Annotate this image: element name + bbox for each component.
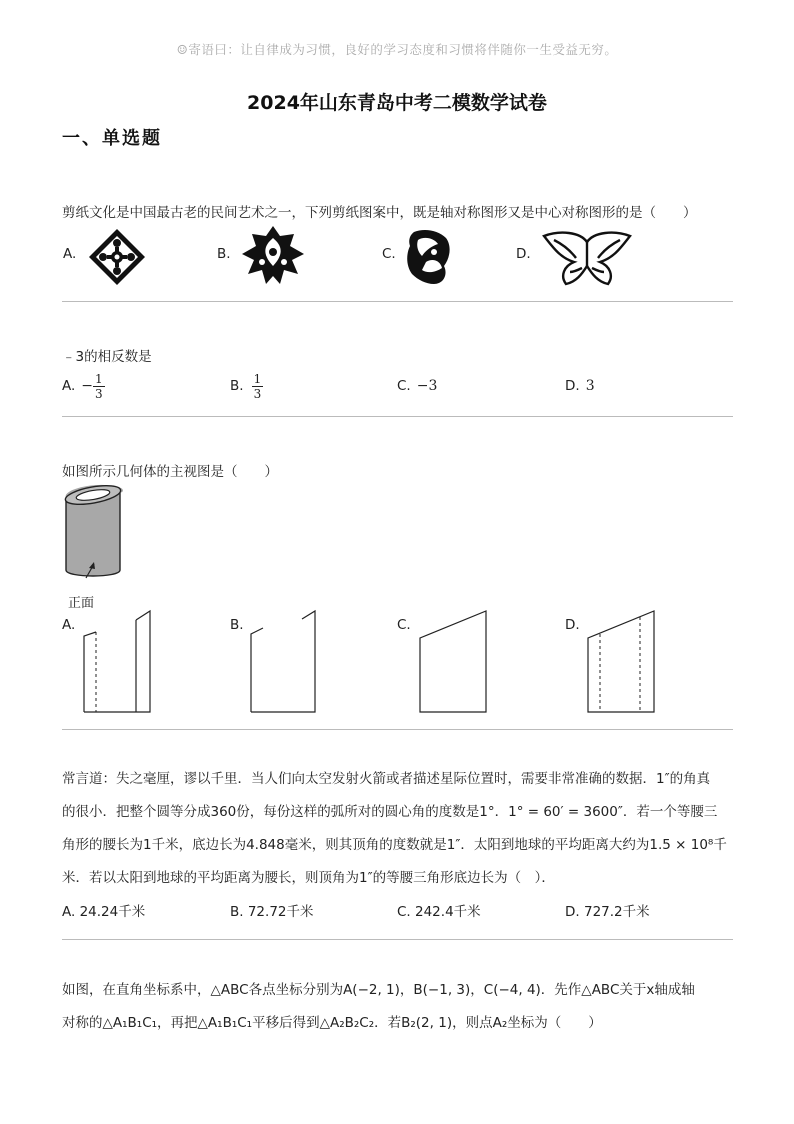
papercut-c-image [404, 228, 452, 286]
q4-stem-line: 角形的腰长为1千米，底边长为4.848毫米，则其顶角的度数就是1″．太阳到地球的平均距离大约为1.5 × 10⁸千 [62, 837, 727, 853]
q2-option-b-label: B. [230, 378, 244, 394]
q3-stem: 如图所示几何体的主视图是（ ） [62, 464, 278, 480]
q3-option-c-diagram [418, 608, 488, 714]
fraction-numerator: 1 [95, 371, 103, 386]
section-heading: 一、单选题 [62, 128, 162, 149]
fraction-denominator: 3 [95, 386, 103, 401]
q5-stem [62, 974, 738, 1040]
q2-option-a [62, 369, 105, 403]
fraction-numerator: 1 [253, 371, 262, 386]
q4-option-d: D. 727.2千米 [565, 904, 650, 920]
q1-stem: 剪纸文化是中国最古老的民间艺术之一，下列剪纸图案中，既是轴对称图形又是中心对称图形的是（ ） [62, 205, 697, 221]
q2-option-b-fraction [252, 372, 264, 401]
q2-option-c-label: C. [397, 378, 411, 394]
q3-option-b-label: B. [230, 617, 244, 633]
q4-stem-line: 的很小．把整个圆等分成360份，每份这样的弧所对的圆心角的度数是1°．1° = 60′ = 3600″．若一个等腰三 [62, 804, 718, 820]
q3-option-a-label: A. [62, 617, 76, 633]
papercut-a-image [88, 228, 146, 286]
page-title: 2024年山东青岛中考二模数学试卷 [247, 92, 547, 114]
q1-option-c-label: C. [382, 246, 396, 262]
q4-stem-line: 常言道：失之毫厘，谬以千里．当人们向太空发射火箭或者描述星际位置时，需要非常准确的数据．1″的角真 [62, 771, 711, 787]
q3-option-d-label: D. [565, 617, 580, 633]
q1-option-b-label: B. [217, 246, 231, 262]
q2-option-c [397, 369, 437, 403]
q2-option-c-value: −3 [416, 378, 438, 394]
front-view-label: 正面 [68, 596, 95, 611]
q5-stem-line: 如图，在直角坐标系中，△ABC各点坐标分别为A(−2, 1)，B(−1, 3)，C(−4, 4)．先作△ABC关于x轴成轴 [62, 982, 695, 998]
divider [62, 939, 733, 940]
q2-option-d-label: D. [565, 378, 580, 394]
q4-stem-line: 米．若以太阳到地球的平均距离为腰长，则顶角为1″的等腰三角形底边长为（ ）． [62, 870, 555, 886]
q1-option-d-label: D. [516, 246, 531, 262]
cylinder-solid-figure [62, 484, 126, 584]
q4-option-b: B. 72.72千米 [230, 904, 314, 920]
q2-stem: ﹣3的相反数是 [62, 349, 152, 365]
q2-option-a-fraction [93, 372, 105, 401]
q2-option-a-label: A. [62, 378, 76, 394]
q3-option-b-diagram [249, 608, 317, 714]
divider [62, 729, 733, 730]
q4-option-c: C. 242.4千米 [397, 904, 481, 920]
q4-option-a: A. 24.24千米 [62, 904, 146, 920]
papercut-d-image [540, 228, 634, 286]
q5-stem-line: 对称的△A₁B₁C₁，再把△A₁B₁C₁平移后得到△A₂B₂C₂．若B₂(2, 1)，则点A₂坐标为（ ） [62, 1015, 602, 1031]
q2-option-b [230, 369, 263, 403]
papercut-b-image [240, 226, 306, 288]
q2-option-d-value: 3 [585, 378, 595, 394]
divider [62, 416, 733, 417]
q2-option-d [565, 369, 595, 403]
fraction-denominator: 3 [253, 386, 262, 401]
q3-option-d-diagram [586, 608, 656, 714]
divider [62, 301, 733, 302]
q1-option-a-label: A. [63, 246, 77, 262]
q4-stem [62, 763, 738, 895]
q3-option-c-label: C. [397, 617, 411, 633]
motto-text: ☺寄语曰：让自律成为习惯，良好的学习态度和习惯将伴随你一生受益无穷。 [176, 42, 618, 57]
q3-option-a-diagram [82, 608, 152, 714]
q2-option-a-sign: − [81, 378, 94, 394]
